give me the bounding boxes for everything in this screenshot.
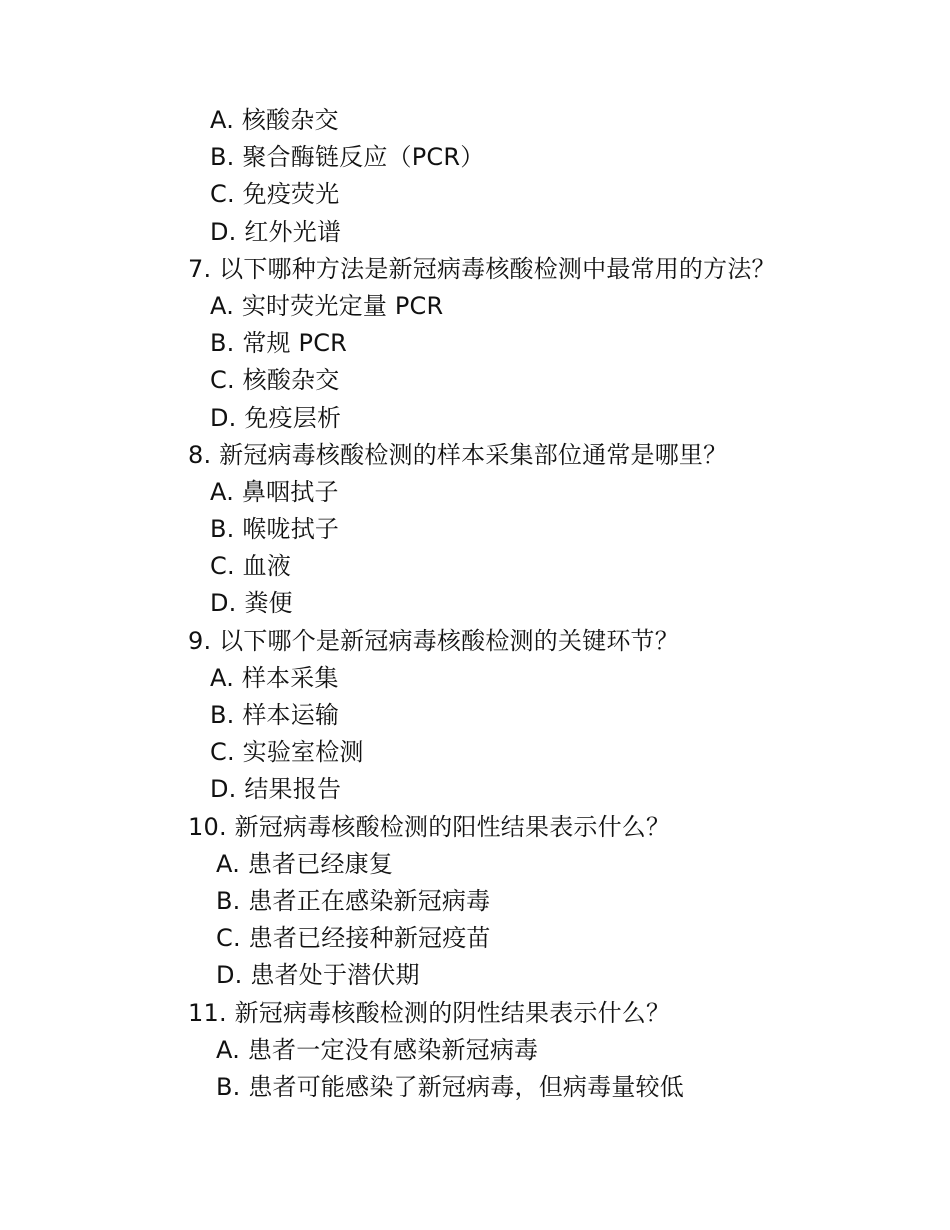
option-line: D. 结果报告: [210, 775, 342, 804]
option-line: A. 实时荧光定量 PCR: [210, 291, 444, 320]
option-line: C. 血液: [210, 552, 292, 581]
option-line: B. 喉咙拭子: [210, 515, 340, 544]
question-line: 8. 新冠病毒核酸检测的样本采集部位通常是哪里？: [188, 440, 728, 469]
question-line: 9. 以下哪个是新冠病毒核酸检测的关键环节？: [188, 626, 679, 655]
option-line: B. 常规 PCR: [210, 329, 348, 358]
option-line: D. 患者处于潜伏期: [216, 961, 420, 990]
option-line: C. 实验室检测: [210, 738, 364, 767]
question-line: 7. 以下哪种方法是新冠病毒核酸检测中最常用的方法？: [188, 254, 776, 283]
quiz-content: [188, 102, 888, 1106]
option-line: B. 患者可能感染了新冠病毒，但病毒量较低: [216, 1072, 684, 1101]
option-line: A. 患者一定没有感染新冠病毒: [216, 1035, 539, 1064]
option-line: D. 免疫层析: [210, 403, 342, 432]
option-line: A. 样本采集: [210, 663, 339, 692]
option-line: B. 患者正在感染新冠病毒: [216, 886, 491, 915]
option-line: D. 红外光谱: [210, 217, 342, 246]
option-line: D. 粪便: [210, 589, 293, 618]
option-line: A. 核酸杂交: [210, 106, 339, 134]
option-line: C. 免疫荧光: [210, 180, 340, 209]
question-line: 10. 新冠病毒核酸检测的阳性结果表示什么？: [188, 812, 671, 841]
option-line: A. 鼻咽拭子: [210, 477, 339, 506]
option-line: B. 聚合酶链反应（PCR）: [210, 143, 485, 172]
option-line: B. 样本运输: [210, 701, 340, 729]
option-line: C. 患者已经接种新冠疫苗: [216, 924, 491, 953]
option-line: C. 核酸杂交: [210, 366, 340, 395]
question-line: 11. 新冠病毒核酸检测的阴性结果表示什么？: [188, 998, 671, 1027]
option-line: A. 患者已经康复: [216, 849, 394, 878]
